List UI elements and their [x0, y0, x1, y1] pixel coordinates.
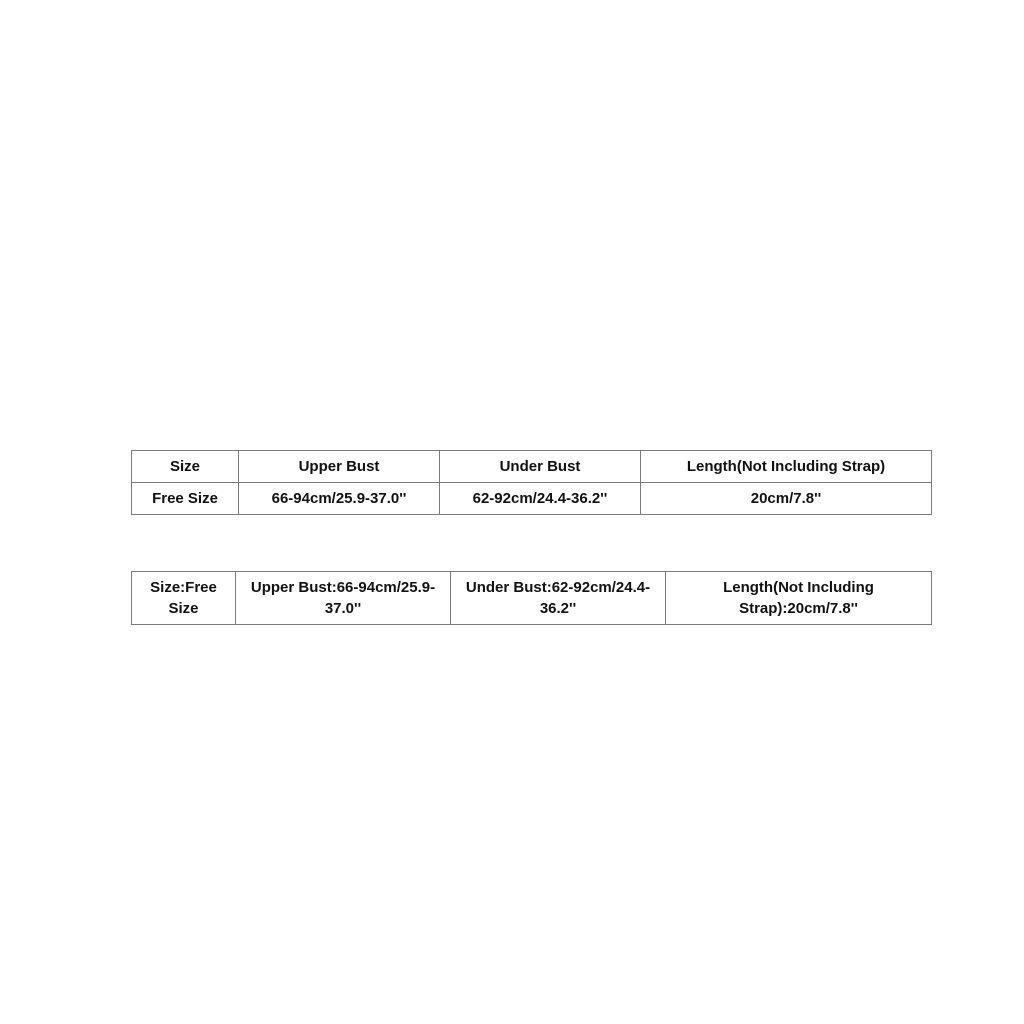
header-cell-size: Size [132, 451, 239, 483]
cell-under-bust: 62-92cm/24.4-36.2'' [440, 483, 641, 515]
table-header-row [132, 451, 932, 483]
cell-upper-bust-summary: Upper Bust:66-94cm/25.9-37.0'' [236, 572, 451, 625]
size-summary-table [131, 571, 932, 625]
header-cell-length: Length(Not Including Strap) [641, 451, 932, 483]
cell-size-summary: Size:Free Size [132, 572, 236, 625]
header-cell-under-bust: Under Bust [440, 451, 641, 483]
table-row [132, 483, 932, 515]
header-cell-upper-bust: Upper Bust [239, 451, 440, 483]
cell-size: Free Size [132, 483, 239, 515]
table-row [132, 572, 932, 625]
cell-under-bust-summary: Under Bust:62-92cm/24.4-36.2'' [451, 572, 666, 625]
cell-upper-bust: 66-94cm/25.9-37.0'' [239, 483, 440, 515]
size-chart-table [131, 450, 932, 515]
cell-length-summary: Length(Not Including Strap):20cm/7.8'' [666, 572, 932, 625]
cell-length: 20cm/7.8'' [641, 483, 932, 515]
